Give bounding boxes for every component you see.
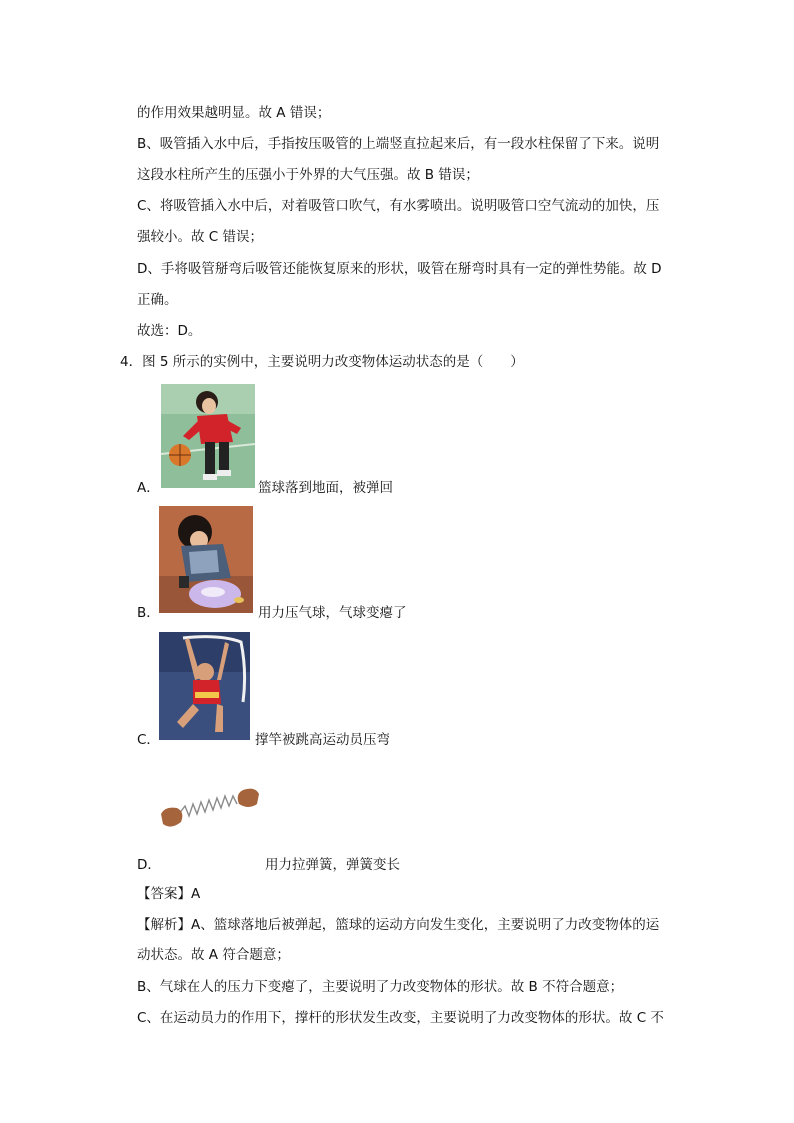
- prev-answer-line-6: D、手将吸管掰弯后吸管还能恢复原来的形状，吸管在掰弯时具有一定的弹性势能。故 D: [137, 261, 662, 277]
- option-d-image: [159, 784, 263, 836]
- prev-answer-line-7: 正确。: [137, 292, 178, 308]
- option-c-text: 撑竿被跳高运动员压弯: [255, 732, 390, 748]
- prev-answer-line-4: C、将吸管插入水中后，对着吸管口吹气，有水雾喷出。说明吸管口空气流动的加快，压: [137, 198, 660, 214]
- option-a-label: A．: [137, 480, 160, 496]
- prev-answer-line-2: B、吸管插入水中后，手指按压吸管的上端竖直拉起来后，有一段水柱保留了下来。说明: [137, 136, 660, 152]
- question-stem: 4．图 5 所示的实例中，主要说明力改变物体运动状态的是（ ）: [120, 354, 524, 370]
- prev-answer-line-3: 这段水柱所产生的压强小于外界的大气压强。故 B 错误；: [137, 167, 479, 183]
- option-c-image: [159, 632, 250, 740]
- prev-answer-line-8: 故选：D。: [137, 323, 202, 339]
- prev-answer-line-5: 强较小。故 C 错误；: [137, 229, 264, 245]
- prev-answer-line-1: 的作用效果越明显。故 A 错误；: [137, 105, 331, 121]
- option-a-image: [161, 384, 255, 488]
- option-b-text: 用力压气球，气球变瘪了: [258, 605, 407, 621]
- option-d-label: D．: [137, 857, 161, 873]
- analysis-line-3: B、气球在人的压力下变瘪了，主要说明了力改变物体的形状。故 B 不符合题意；: [137, 979, 624, 995]
- option-c-label: C．: [137, 732, 160, 748]
- option-d-text: 用力拉弹簧，弹簧变长: [265, 857, 400, 873]
- option-b-image: [159, 506, 253, 613]
- answer-label: 【答案】A: [137, 886, 201, 902]
- analysis-line-4: C、在运动员力的作用下，撑杆的形状发生改变，主要说明了力改变物体的形状。故 C 不: [137, 1010, 664, 1026]
- option-a-text: 篮球落到地面，被弹回: [258, 480, 393, 496]
- analysis-line-2: 动状态。故 A 符合题意；: [137, 947, 290, 963]
- option-b-label: B．: [137, 605, 160, 621]
- analysis-line-1: 【解析】A、篮球落地后被弹起，篮球的运动方向发生变化，主要说明了力改变物体的运: [137, 917, 660, 933]
